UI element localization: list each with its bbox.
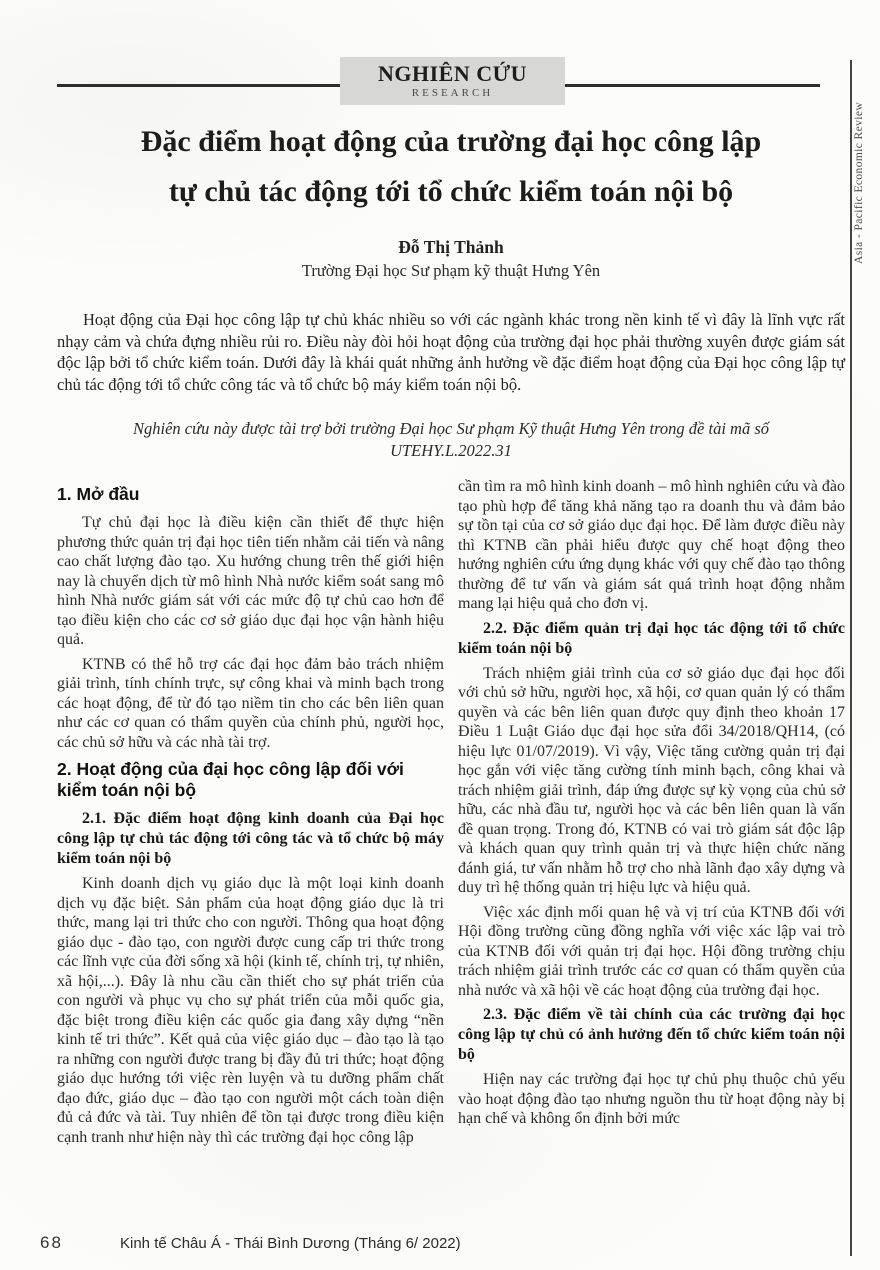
body-left-column <box>57 477 444 1152</box>
paragraph: Kinh doanh dịch vụ giáo dục là một loại kinh doanh dịch vụ đặc biệt. Sản phẩm của hoạt động giáo dục là tri thức, mang lại tri thức cho con người. Thông qua hoạt động giáo dục - đào tạo, con người được cung cấp tri thức trong các lĩnh vực của đời sống xã hội (kinh tế, chính trị, tự nhiên, xã hội,...). Đây là nhu cầu cần thiết cho sự phát triển của con người và phục vụ cho sự phát triển của mỗi quốc gia, đặc biệt trong điều kiện các quốc gia đang xây dựng “nền kinh tế tri thức”. Kết quả của việc giáo dục – đào tạo là tạo ra những con người được trang bị đầy đủ tri thức; hoạt động giáo dục hướng tới việc rèn luyện và tu dưỡng phẩm chất đạo đức, giáo dục – đào tạo con người một cách toàn diện đủ cả đức và tài. Tuy nhiên để tồn tại được trong điều kiện cạnh tranh như hiện này thì các trường đại học công lập <box>57 875 444 1146</box>
page-number: 68 <box>40 1233 63 1252</box>
research-badge <box>340 57 565 105</box>
paragraph: Trách nhiệm giải trình của cơ sở giáo dục đại học đối với chủ sở hữu, người học, xã hội, cơ quan quản lý có thẩm quyền và các bên liên quan được quy định theo khoản 17 Điều 1 Luật Giáo dục đại học sửa đổi 34/2018/QH14, (có hiệu lực 01/07/2019). Vì vậy, Việc tăng cường quản trị đại học gắn với việc tăng cường tính minh bạch, công khai và trách nhiệm giải trình, đáp ứng được sự kỳ vọng của chủ sở hữu, các nhà đầu tư, người học và các bên liên quan là vấn đề quan trọng. Trong đó, KTNB có vai trò giám sát độc lập và khách quan quy trình quản trị và thực hiện chức năng đánh giá, tư vấn nhằm hỗ trợ cho nhà lãnh đạo xây dựng và duy trì hệ thống quản trị hiệu lực và hiệu quả. <box>458 664 845 897</box>
body-right-column <box>458 477 845 1152</box>
footer-journal-line: Kinh tế Châu Á - Thái Bình Dương (Tháng 6/ 2022) <box>120 1235 461 1252</box>
subsection-heading-2-2: 2.2. Đặc điểm quản trị đại học tác động tới tổ chức kiểm toán nội bộ <box>458 619 845 657</box>
paragraph: Hiện nay các trường đại học tự chủ phụ thuộc chủ yếu vào hoạt động đào tạo nhưng nguồn thu từ hoạt động này bị hạn chế và không ổn định bởi mức <box>458 1071 845 1128</box>
badge-subtitle: RESEARCH <box>411 87 494 99</box>
journal-name-vertical: Asia - Pacific Economic Review <box>853 101 865 265</box>
subsection-heading-2-1: 2.1. Đặc điểm hoạt động kinh doanh của Đại học công lập tự chủ tác động tới công tác và tổ chức bộ máy kiểm toán nội bộ <box>57 810 444 868</box>
funding-note: Nghiên cứu này được tài trợ bởi trường Đại học Sư phạm Kỹ thuật Hưng Yên trong đề tài mã số UTEHY.L.2022.31 <box>133 419 769 461</box>
right-margin-rule <box>850 60 852 1256</box>
footer <box>0 1233 880 1259</box>
paragraph: KTNB có thể hỗ trợ các đại học đảm bảo trách nhiệm giải trình, tính chính trực, sự công khai và minh bạch trong các hoạt động, để từ đó tạo niềm tin cho các bên liên quan như các cơ quan có thẩm quyền của chính phủ, người học, các chủ sở hữu và các nhà tài trợ. <box>57 655 444 751</box>
author-affiliation: Trường Đại học Sư phạm kỹ thuật Hưng Yên <box>301 261 601 280</box>
content-area <box>57 0 845 1152</box>
paragraph: Việc xác định mối quan hệ và vị trí của KTNB đối với Hội đồng trường cũng đồng nghĩa với việc xác lập vai trò của KTNB đối với quản trị đại học. Hội đồng trường chịu trách nhiệm giải trình trước các cơ quan có thẩm quyền của nhà nước và xã hội về các hoạt động của trường đại học. <box>458 903 845 999</box>
body-columns <box>57 477 845 1152</box>
paragraph: Tự chủ đại học là điều kiện cần thiết để thực hiện phương thức quản trị đại học tiên tiến nhằm cải tiến và nâng cao chất lượng đào tạo. Xu hướng chung trên thế giới hiện nay là chuyển dịch từ mô hình Nhà nước kiểm soát sang mô hình Nhà nước giám sát với các mức độ tự chủ cao hơn để tạo điều kiện cho các cơ sở giáo dục đại học vận hành hiệu quả. <box>57 514 444 649</box>
badge-title: NGHIÊN CỨU <box>377 61 528 86</box>
paragraph-continuation: cần tìm ra mô hình kinh doanh – mô hình nghiên cứu và đào tạo phù hợp để tăng khả năng tạo ra doanh thu và đảm bảo sự tồn tại của cơ sở giáo dục đại học. Để làm được điều này thì KTNB cần phải hiểu được quy chế hoạt động theo hướng nghiên cứu ứng dụng khác với quy chế đào tạo thông thường để tư vấn và giám sát quá trình hoạt động nhằm mang lại hiệu quả cho đơn vị. <box>458 478 845 613</box>
abstract: Hoạt động của Đại học công lập tự chủ khác nhiều so với các ngành khác trong nền kinh tế vì đây là lĩnh vực rất nhạy cảm và chứa đựng nhiều rủi ro. Điều này đòi hỏi hoạt động của trường đại học phải thường xuyên được giám sát độc lập bởi tổ chức kiểm toán. Dưới đây là khái quát những ảnh hưởng về đặc điểm hoạt động của Đại học công lập tự chủ tác động tới tổ chức công tác và tổ chức bộ máy kiểm toán nội bộ. <box>57 310 845 394</box>
header <box>57 57 845 105</box>
section-heading-1: 1. Mở đầu <box>57 484 140 505</box>
section-heading-2: 2. Hoạt động của đại học công lập đối với kiểm toán nội bộ <box>57 759 404 801</box>
subsection-heading-2-3: 2.3. Đặc điểm về tài chính của các trường đại học công lập tự chủ có ảnh hưởng đến tổ chức kiểm toán nội bộ <box>458 1006 845 1064</box>
author-name: Đỗ Thị Thảnh <box>398 237 504 257</box>
article-title <box>57 117 845 217</box>
title-line-1: Đặc điểm hoạt động của trường đại học công lập <box>140 125 762 158</box>
title-line-2: tự chủ tác động tới tổ chức kiểm toán nội bộ <box>168 175 734 208</box>
